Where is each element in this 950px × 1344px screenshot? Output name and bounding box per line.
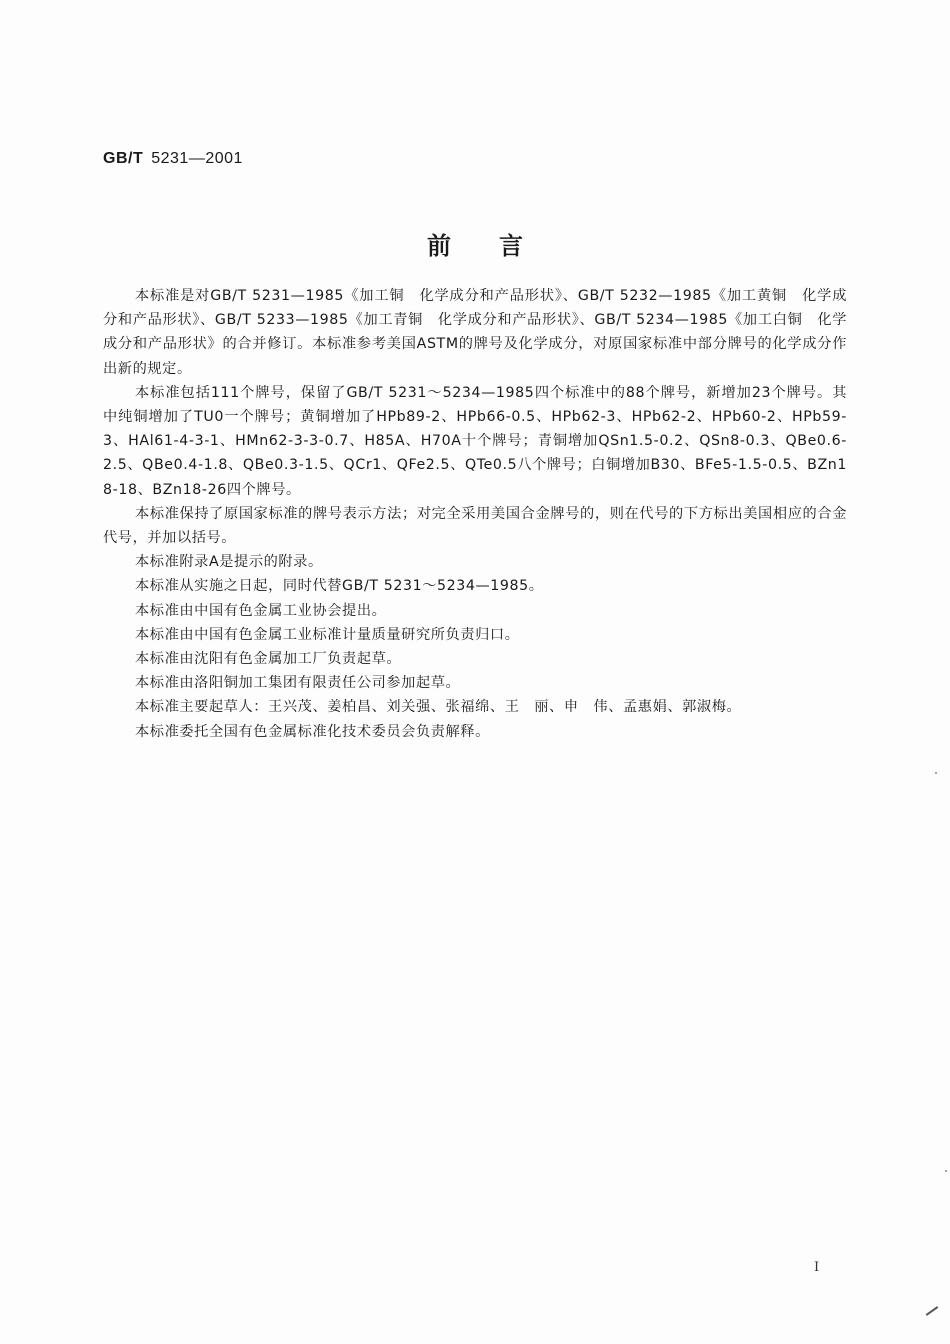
scan-mark (926, 1306, 939, 1316)
page-title: 前言 (427, 232, 571, 260)
paragraph-9: 本标准由洛阳铜加工集团有限责任公司参加起草。 (135, 675, 461, 692)
paragraph-6: 本标准由中国有色金属工业协会提出。 (135, 602, 387, 619)
paragraph-4: 本标准附录A是提示的附录。 (135, 554, 323, 571)
standard-prefix: GB/T (103, 150, 144, 167)
paragraph-2: 本标准包括111个牌号，保留了GB/T 5231～5234—1985四个标准中的88个牌号，新增加23个牌号。其中纯铜增加了TU0一个牌号；黄铜增加了HPb89-2、HPb66-0.5、HPb62-3、HPb62-2、HPb60-2、HPb59-3、HAl61-4-3-1、HMn62-3-3-0.7、H85A、H70A十个牌号；青铜增加QSn1.5-0.2、QSn8-0.3、QBe0.6-2.5、QBe0.4-1.8、QBe0.3-1.5、QCr1、QFe2.5、QTe0.5八个牌号；白铜增加B30、BFe5-1.5-0.5、BZn18-18、BZn18-26四个牌号。 (103, 384, 847, 498)
paragraph-1: 本标准是对GB/T 5231—1985《加工铜 化学成分和产品形状》、GB/T 5232—1985《加工黄铜 化学成分和产品形状》、GB/T 5233—1985《加工青铜 化学成分和产品形状》、GB/T 5234—1985《加工白铜 化学成分和产品形状》的合并修订。本标准参考美国ASTM的牌号及化学成分，对原国家标准中部分牌号的化学成分作出新的规定。 (103, 288, 847, 377)
page-number: I (814, 1260, 820, 1275)
paragraph-8: 本标准由沈阳有色金属加工厂负责起草。 (135, 651, 402, 668)
paragraph-10: 本标准主要起草人：王兴茂、姜柏昌、刘关强、张福绵、王 丽、申 伟、孟惠娟、郭淑梅。 (135, 699, 742, 716)
scan-speck (935, 772, 937, 774)
paragraph-3: 本标准保持了原国家标准的牌号表示方法；对完全采用美国合金牌号的，则在代号的下方标出美国相应的合金代号，并加以括号。 (103, 505, 847, 547)
paragraph-7: 本标准由中国有色金属工业标准计量质量研究所负责归口。 (135, 626, 520, 643)
paragraph-5: 本标准从实施之日起，同时代替GB/T 5231～5234—1985。 (135, 578, 544, 595)
standard-code (103, 150, 243, 168)
foreword-body (103, 284, 847, 744)
paragraph-11: 本标准委托全国有色金属标准化技术委员会负责解释。 (135, 723, 490, 740)
standard-number: 5231—2001 (151, 150, 243, 167)
scan-speck (945, 1170, 947, 1172)
